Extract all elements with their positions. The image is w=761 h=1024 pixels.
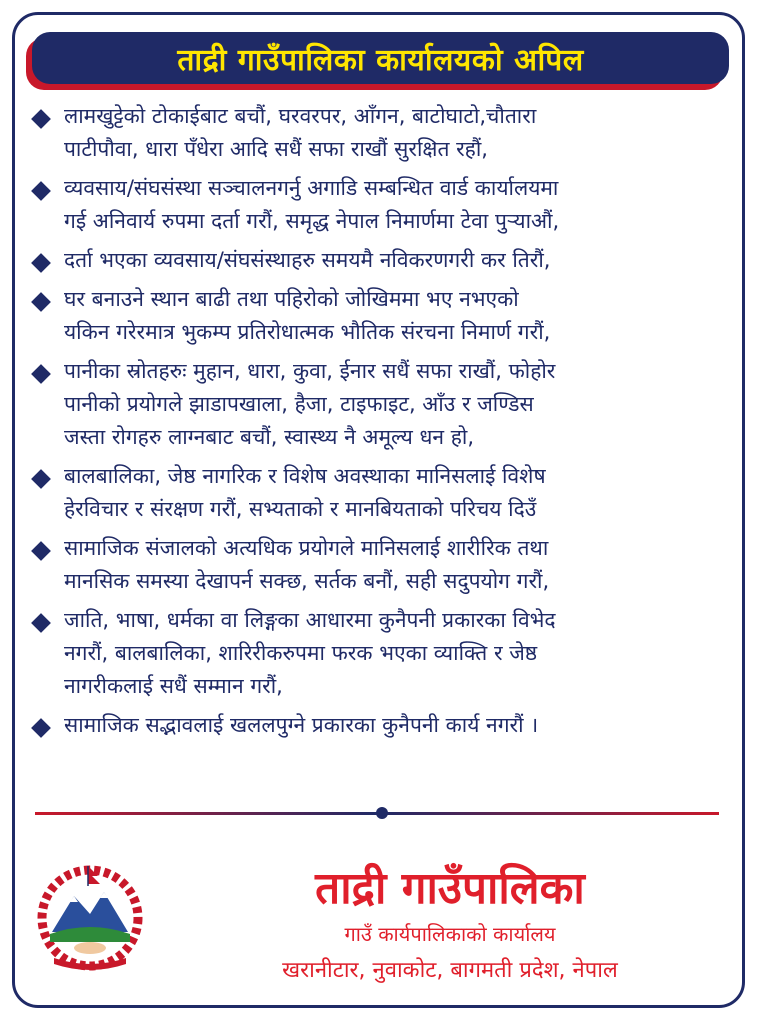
appeal-line: बालबालिका, जेष्ठ नागरिक र विशेष अवस्थाका मानिसलाई विशेष xyxy=(64,464,546,488)
appeal-text xyxy=(64,604,728,703)
appeal-text xyxy=(64,244,728,277)
appeal-line: घर बनाउने स्थान बाढी तथा पहिरोको जोखिममा भए नभएको xyxy=(64,287,519,311)
appeal-line: यकिन गरेरमात्र भुकम्प प्रतिरोधात्मक भौतिक संरचना निमार्ण गरौं, xyxy=(64,320,551,344)
appeal-text xyxy=(64,355,728,454)
diamond-bullet-icon xyxy=(31,469,51,489)
appeal-line: पाटीपौवा, धारा पँधेरा आदि सधैं सफा राखौं सुरक्षित रहौं, xyxy=(64,137,488,161)
diamond-bullet-icon xyxy=(31,292,51,312)
appeal-line: नागरीकलाई सधैं सम्मान गरौं, xyxy=(64,674,283,698)
divider-dot xyxy=(376,807,388,819)
nepal-government-emblem-icon xyxy=(34,862,146,974)
appeal-item xyxy=(28,172,728,238)
appeal-item xyxy=(28,100,728,166)
appeal-line: लामखुट्टेको टोकाईबाट बचौं, घरवरपर, आँगन, बाटोघाटो,चौतारा xyxy=(64,104,537,128)
appeal-item xyxy=(28,460,728,526)
appeal-text xyxy=(64,460,728,526)
appeal-line: जस्ता रोगहरु लाग्नबाट बचौं, स्वास्थ्य नै अमूल्य धन हो, xyxy=(64,425,474,449)
diamond-bullet-icon xyxy=(31,364,51,384)
diamond-bullet-icon xyxy=(31,109,51,129)
diamond-bullet-icon xyxy=(31,613,51,633)
appeal-line: जाति, भाषा, धर्मका वा लिङ्गका आधारमा कुनैपनी प्रकारका विभेद xyxy=(64,608,556,632)
diamond-bullet-icon xyxy=(31,253,51,273)
appeal-line: नगरौं, बालबालिका, शारिरीकरुपमा फरक भएका व्याक्ति र जेष्ठ xyxy=(64,641,538,665)
appeal-item xyxy=(28,244,728,277)
header-banner xyxy=(32,32,729,84)
appeal-line: व्यवसाय/संघसंस्था सञ्चालनगर्नु अगाडि सम्बन्धित वार्ड कार्यालयमा xyxy=(64,176,559,200)
footer-address: खरानीटार, नुवाकोट, बागमती प्रदेश, नेपाल xyxy=(282,958,618,983)
appeal-item xyxy=(28,283,728,349)
appeal-text xyxy=(64,172,728,238)
appeal-line: पानीको प्रयोगले झाडापखाला, हैजा, टाइफाइट, आँउ र जण्डिस xyxy=(64,392,534,416)
appeal-item xyxy=(28,532,728,598)
diamond-bullet-icon xyxy=(31,541,51,561)
appeal-list xyxy=(28,100,728,748)
appeal-item xyxy=(28,709,728,742)
appeal-item xyxy=(28,604,728,703)
appeal-line: हेरविचार र संरक्षण गरौं, सभ्यताको र मानबियताको परिचय दिउँ xyxy=(64,497,537,521)
footer-subtitle: गाउँ कार्यपालिकाको कार्यालय xyxy=(344,922,556,946)
appeal-line: गई अनिवार्य रुपमा दर्ता गरौं, समृद्ध नेपाल निमार्णमा टेवा पुऱ्याऔं, xyxy=(64,209,560,233)
appeal-item xyxy=(28,355,728,454)
appeal-text xyxy=(64,283,728,349)
appeal-text xyxy=(64,532,728,598)
appeal-line: पानीका स्रोतहरुः मुहान, धारा, कुवा, ईनार सधैं सफा राखौं, फोहोर xyxy=(64,359,556,383)
page-title: ताद्री गाउँपालिका कार्यालयको अपिल xyxy=(177,42,584,78)
diamond-bullet-icon xyxy=(31,181,51,201)
appeal-line: सामाजिक सद्भावलाई खललपुग्ने प्रकारका कुनैपनी कार्य नगरौं । xyxy=(64,713,539,737)
appeal-line: सामाजिक संजालको अत्यधिक प्रयोगले मानिसलाई शारीरिक तथा xyxy=(64,536,549,560)
appeal-line: दर्ता भएका व्यवसाय/संघसंस्थाहरु समयमै नविकरणगरी कर तिरौं, xyxy=(64,248,551,272)
appeal-line: मानसिक समस्या देखापर्न सक्छ, सर्तक बनौं, सही सदुपयोग गरौं, xyxy=(64,569,550,593)
appeal-text xyxy=(64,709,728,742)
appeal-text xyxy=(64,100,728,166)
diamond-bullet-icon xyxy=(31,718,51,738)
footer-title: ताद्री गाउँपालिका xyxy=(315,863,585,914)
